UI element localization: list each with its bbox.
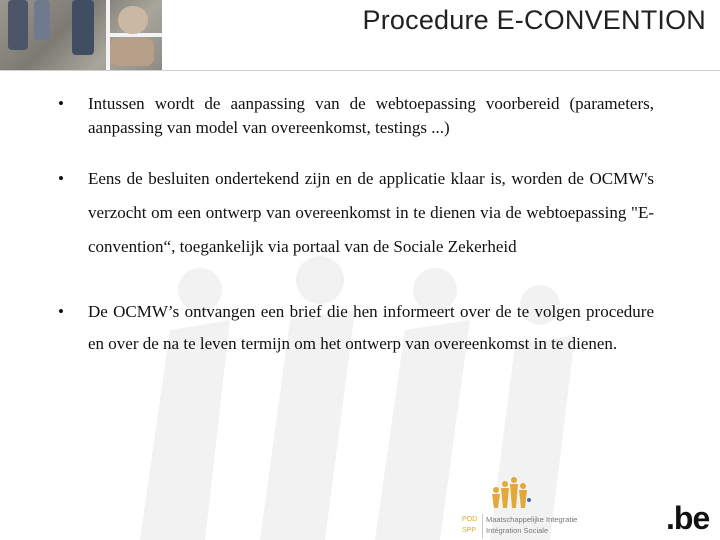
pod-name: Maatschappelijke Integratie Intégration Sociale	[486, 515, 578, 535]
bullet-text: Eens de besluiten ondertekend zijn en de applicatie klaar is, worden de OCMW's verzocht om een ontwerp van overeenkomst in te dienen via de webtoepassing "E-convention“, toegankelijk via portaal van de Sociale Zekerheid	[88, 169, 654, 256]
logo-separator	[482, 514, 483, 538]
pod-mi-logo	[462, 474, 580, 538]
pod-abbreviation: POD SPP	[462, 516, 478, 534]
bullet-item	[58, 296, 654, 360]
pod-figures-icon	[490, 474, 532, 510]
header-photo	[0, 0, 162, 70]
bullet-text: Intussen wordt de aanpassing van de webtoepassing voorbereid (parameters, aanpassing van model van overeenkomst, testings ...)	[88, 94, 654, 137]
be-logo: .be	[666, 500, 710, 536]
bullet-marker: •	[58, 169, 64, 188]
bullet-marker: •	[58, 94, 64, 113]
bullet-item	[58, 92, 654, 140]
slide-title: Procedure E-CONVENTION	[362, 5, 706, 35]
title-divider	[0, 70, 720, 71]
bullet-item	[58, 162, 654, 264]
bullet-text: De OCMW’s ontvangen een brief die hen informeert over de te volgen procedure en over de na te leven termijn om het ontwerp van overeenkomst in te dienen.	[88, 302, 654, 353]
bullet-marker: •	[58, 302, 64, 321]
bullet-list	[58, 92, 654, 360]
